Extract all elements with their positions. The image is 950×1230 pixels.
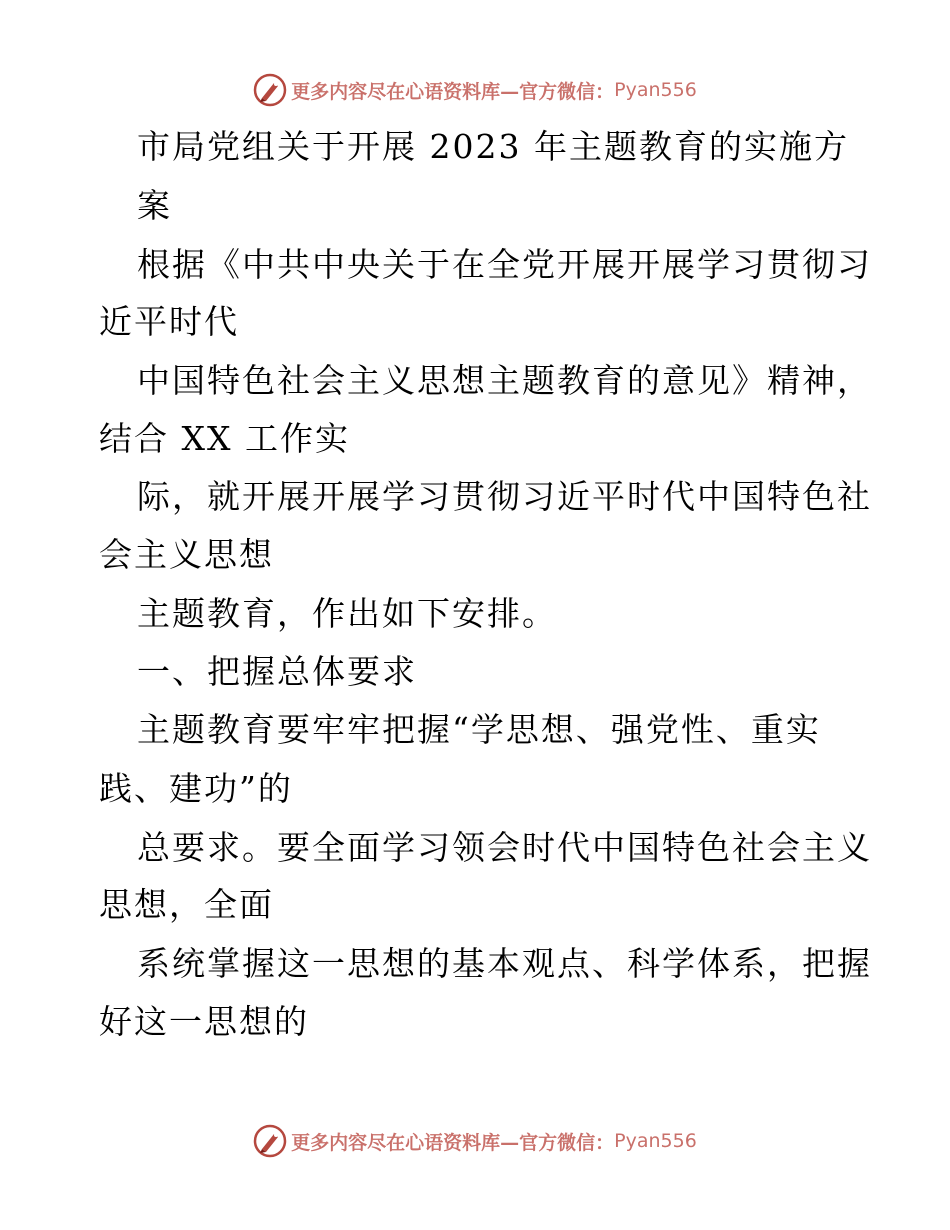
pen-logo-icon <box>253 1124 287 1158</box>
doc-section-heading: 一、把握总体要求 <box>137 652 417 691</box>
doc-paragraph-line: 好这一思想的 <box>99 1002 309 1041</box>
pen-logo-icon <box>253 73 287 107</box>
footer-watermark <box>0 1121 950 1161</box>
watermark-wechat-id: Pyan556 <box>614 79 697 101</box>
doc-paragraph-line: 根据《中共中央关于在全党开展开展学习贯彻习 <box>137 245 872 284</box>
watermark-brand-text: 更多内容尽在心语资料库—官方微信： <box>291 80 615 103</box>
doc-title-line-2: 案 <box>137 186 172 225</box>
header-watermark <box>0 70 950 110</box>
doc-paragraph-line: 思想，全面 <box>99 885 274 924</box>
doc-title-line-1: 市局党组关于开展 2023 年主题教育的实施方 <box>137 127 849 166</box>
doc-paragraph-line: 主题教育要牢牢把握“学思想、强党性、重实 <box>137 710 821 749</box>
doc-paragraph-line: 中国特色社会主义思想主题教育的意见》精神， <box>137 361 872 400</box>
watermark-brand-text: 更多内容尽在心语资料库—官方微信： <box>291 1131 615 1154</box>
doc-paragraph-line: 际，就开展开展学习贯彻习近平时代中国特色社 <box>137 477 872 516</box>
doc-paragraph-line: 会主义思想 <box>99 535 274 574</box>
doc-paragraph-line: 近平时代 <box>99 302 239 341</box>
doc-paragraph-line: 践、建功”的 <box>99 769 293 808</box>
watermark-wechat-id: Pyan556 <box>614 1130 697 1152</box>
doc-paragraph-line: 系统掌握这一思想的基本观点、科学体系，把握 <box>137 944 872 983</box>
doc-paragraph-line: 总要求。要全面学习领会时代中国特色社会主义 <box>137 828 872 867</box>
doc-paragraph-line: 结合 XX 工作实 <box>99 419 350 458</box>
doc-paragraph-line: 主题教育，作出如下安排。 <box>137 594 557 633</box>
